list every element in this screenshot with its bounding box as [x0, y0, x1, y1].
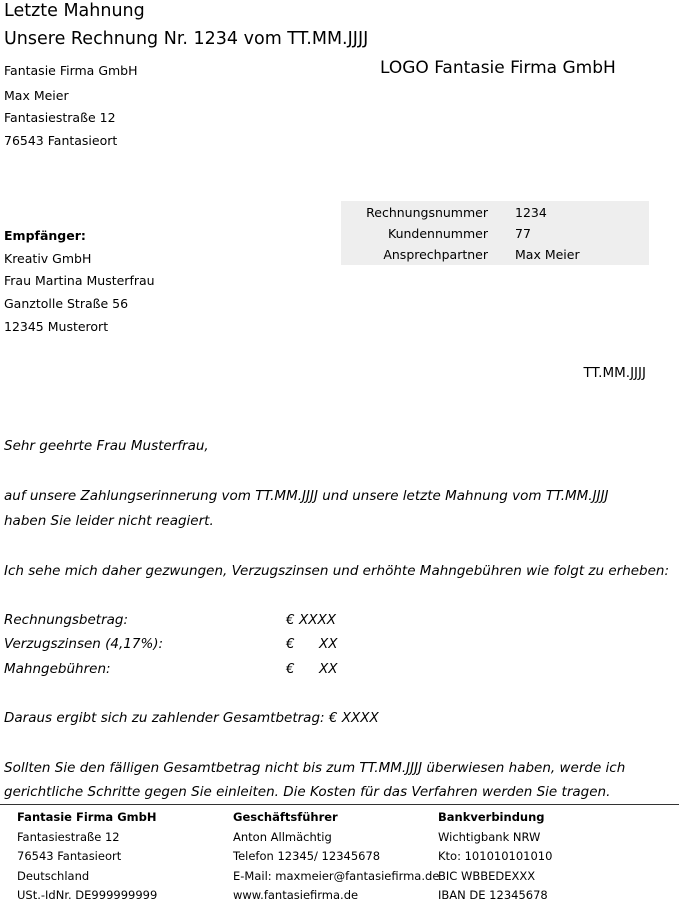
footer-heading: Fantasie Firma GmbH [17, 810, 157, 824]
footer-line: IBAN DE 12345678 [438, 888, 548, 902]
body-paragraph-1-line-2: haben Sie leider nicht reagiert. [4, 513, 214, 529]
info-value: Max Meier [515, 247, 580, 262]
footer-line: 76543 Fantasieort [17, 849, 122, 863]
footer-company-column [17, 808, 157, 906]
amount-currency: € [286, 636, 295, 652]
amount-currency: € [286, 612, 295, 628]
amount-value: XX [319, 661, 338, 677]
recipient-city: 12345 Musterort [4, 319, 109, 334]
info-row [341, 244, 649, 265]
sender-company: Fantasie Firma GmbH [4, 63, 138, 78]
footer-line: USt.-IdNr. DE999999999 [17, 888, 158, 902]
footer-management-column [233, 808, 439, 906]
amount-label: Rechnungsbetrag: [4, 612, 129, 628]
salutation: Sehr geehrte Frau Musterfrau, [4, 438, 209, 454]
recipient-name: Frau Martina Musterfrau [4, 273, 155, 288]
recipient-company: Kreativ GmbH [4, 251, 92, 266]
footer-divider [0, 804, 679, 805]
sender-city: 76543 Fantasieort [4, 133, 118, 148]
footer-line: Telefon 12345/ 12345678 [233, 849, 381, 863]
footer-email: E-Mail: maxmeier@fantasiefirma.de [233, 868, 440, 883]
body-paragraph-2: Ich sehe mich daher gezwungen, Verzugszinsen und erhöhte Mahngebühren wie folgt zu erheben: [4, 563, 670, 579]
footer-line: Wichtigbank NRW [438, 829, 541, 844]
body-paragraph-3-line-2: gerichtliche Schritte gegen Sie einleiten. Die Kosten für das Verfahren werden Sie tragen. [4, 784, 611, 800]
footer-heading: Bankverbindung [438, 810, 545, 824]
sender-street: Fantasiestraße 12 [4, 110, 116, 125]
info-label: Rechnungsnummer [366, 205, 488, 220]
body-paragraph-1-line-1: auf unsere Zahlungserinnerung vom TT.MM.JJJJ und unsere letzte Mahnung vom TT.MM.JJJJ [4, 488, 609, 504]
total-amount: Daraus ergibt sich zu zahlender Gesamtbetrag: € XXXX [4, 710, 379, 726]
footer-line: Deutschland [17, 868, 90, 883]
recipient-street: Ganztolle Straße 56 [4, 296, 129, 311]
footer-heading: Geschäftsführer [233, 810, 338, 824]
footer-line: Kto: 101010101010 [438, 849, 553, 863]
amount-value: XXXX [299, 612, 336, 628]
footer-line: BIC WBBEDEXXX [438, 868, 536, 883]
sender-name: Max Meier [4, 88, 69, 103]
info-value: 1234 [515, 205, 547, 220]
info-row [341, 202, 649, 223]
footer-bank-column [438, 808, 552, 906]
amount-label: Verzugszinsen (4,17%): [4, 636, 164, 652]
footer-website: www.fantasiefirma.de [233, 888, 359, 902]
footer-line: Anton Allmächtig [233, 829, 332, 844]
body-paragraph-3-line-1: Sollten Sie den fälligen Gesamtbetrag nicht bis zum TT.MM.JJJJ überwiesen haben, werde ich [4, 760, 626, 776]
invoice-info-box [341, 201, 649, 265]
info-label: Ansprechpartner [383, 247, 488, 262]
letter-subtitle: Unsere Rechnung Nr. 1234 vom TT.MM.JJJJ [4, 29, 369, 49]
recipient-label: Empfänger: [4, 228, 86, 243]
info-label: Kundennummer [388, 226, 488, 241]
amount-value: XX [319, 636, 338, 652]
footer-line: Fantasiestraße 12 [17, 829, 120, 844]
info-value: 77 [515, 226, 531, 241]
info-row [341, 223, 649, 244]
amount-label: Mahngebühren: [4, 661, 111, 677]
company-logo: LOGO Fantasie Firma GmbH [380, 58, 616, 78]
amount-currency: € [286, 661, 295, 677]
letter-title: Letzte Mahnung [4, 1, 145, 21]
letter-date: TT.MM.JJJJ [583, 365, 646, 381]
